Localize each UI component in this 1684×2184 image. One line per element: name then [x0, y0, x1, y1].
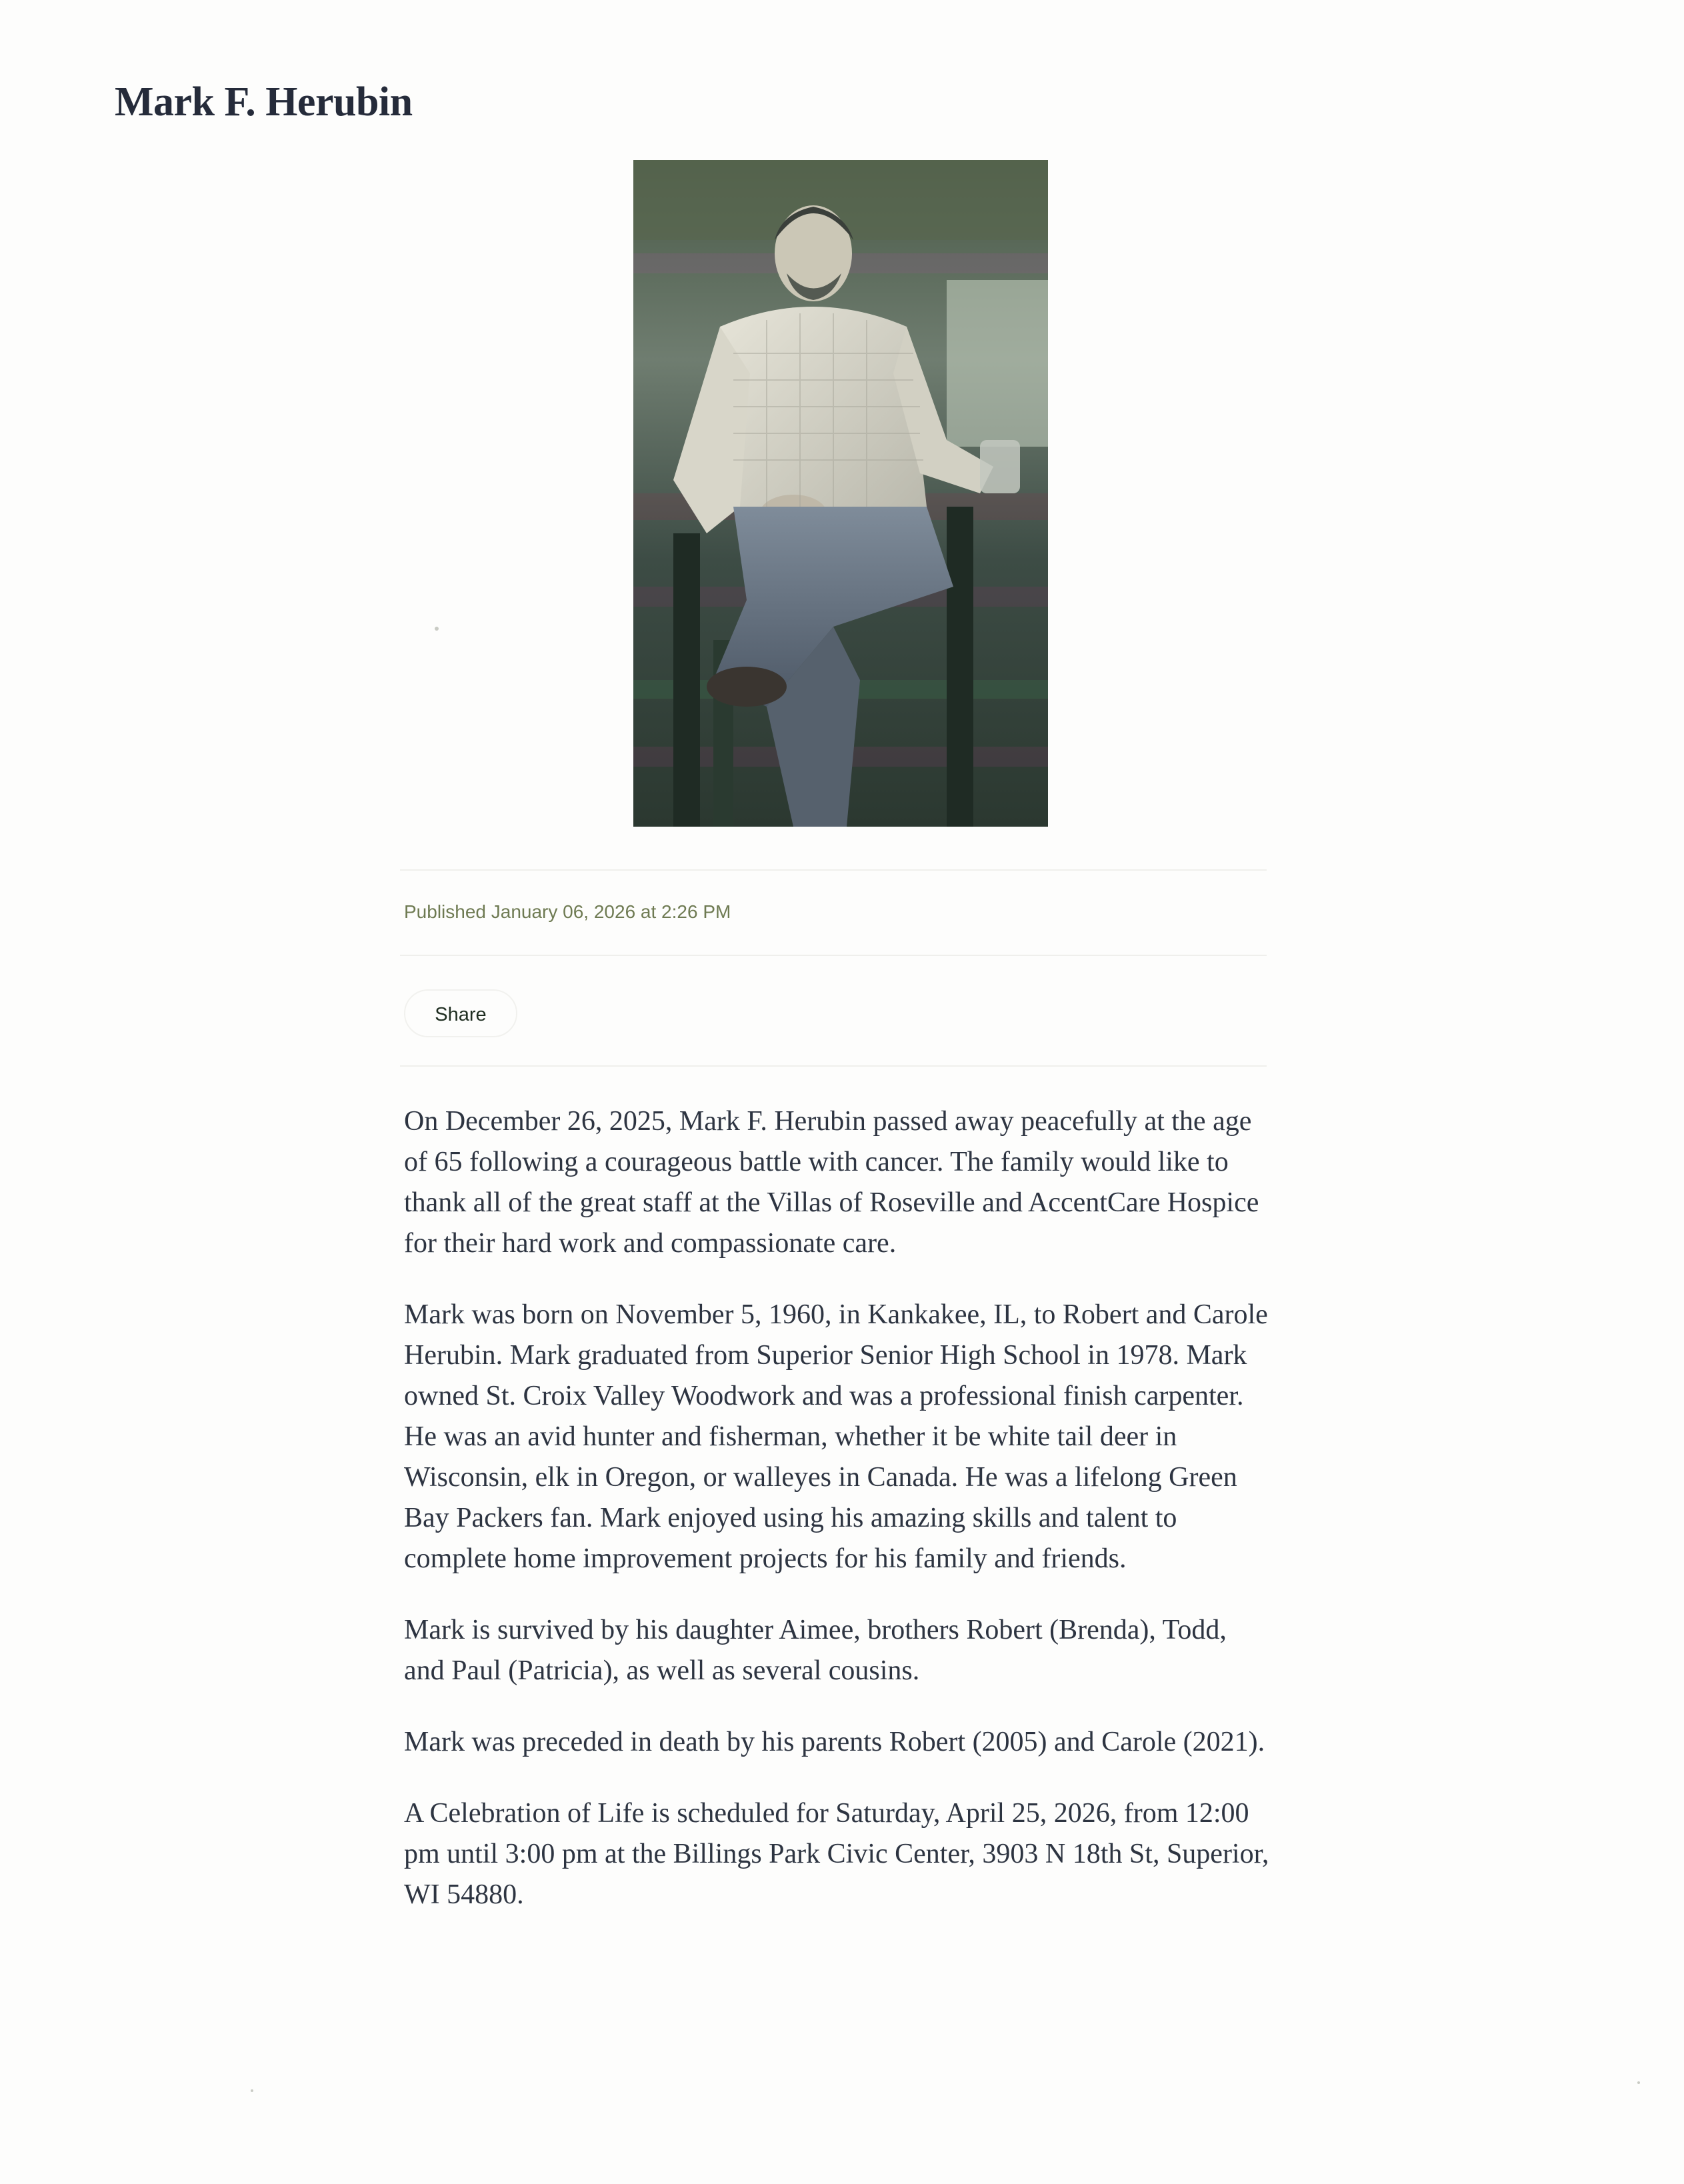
scan-speck	[1637, 2081, 1640, 2084]
paragraph-survived-by: Mark is survived by his daughter Aimee, brothers Robert (Brenda), Todd, and Paul (Patricia), as well as several cousins.	[404, 1615, 1227, 1686]
paragraph-celebration: A Celebration of Life is scheduled for Saturday, April 25, 2026, from 12:00 pm until 3:00 pm at the Billings Park Civic Center, 3903 N 18th St, Superior, WI 54880.	[404, 1798, 1269, 1910]
divider-top	[400, 869, 1267, 871]
scan-speck	[251, 2089, 253, 2092]
obituary-article	[404, 1101, 1271, 1946]
paragraph-passing: On December 26, 2025, Mark F. Herubin passed away peacefully at the age of 65 following a courageous battle with cancer. The family would like to thank all of the great staff at the Villas of Roseville and AccentCare Hospice for their hard work and compassionate care.	[404, 1106, 1259, 1259]
published-date: Published January 06, 2026 at 2:26 PM	[404, 901, 731, 922]
divider-middle	[400, 955, 1267, 956]
obituary-photo	[633, 160, 1048, 827]
scan-speck	[435, 627, 439, 631]
page-title: Mark F. Herubin	[115, 79, 413, 125]
portrait-photo-icon	[633, 160, 1048, 827]
share-button[interactable]: Share	[404, 989, 517, 1037]
paragraph-preceded-by: Mark was preceded in death by his parents Robert (2005) and Carole (2021).	[404, 1727, 1265, 1757]
paragraph-biography: Mark was born on November 5, 1960, in Kankakee, IL, to Robert and Carole Herubin. Mark graduated from Superior Senior High School in 1978. Mark owned St. Croix Valley Woodwork and was a professional finish carpenter. He was an avid hunter and fisherman, whether it be white tail deer in Wisconsin, elk in Oregon, or walleyes in Canada. He was a lifelong Green Bay Packers fan. Mark enjoyed using his amazing skills and talent to complete home improvement projects for his family and friends.	[404, 1299, 1268, 1574]
divider-bottom	[400, 1065, 1267, 1067]
